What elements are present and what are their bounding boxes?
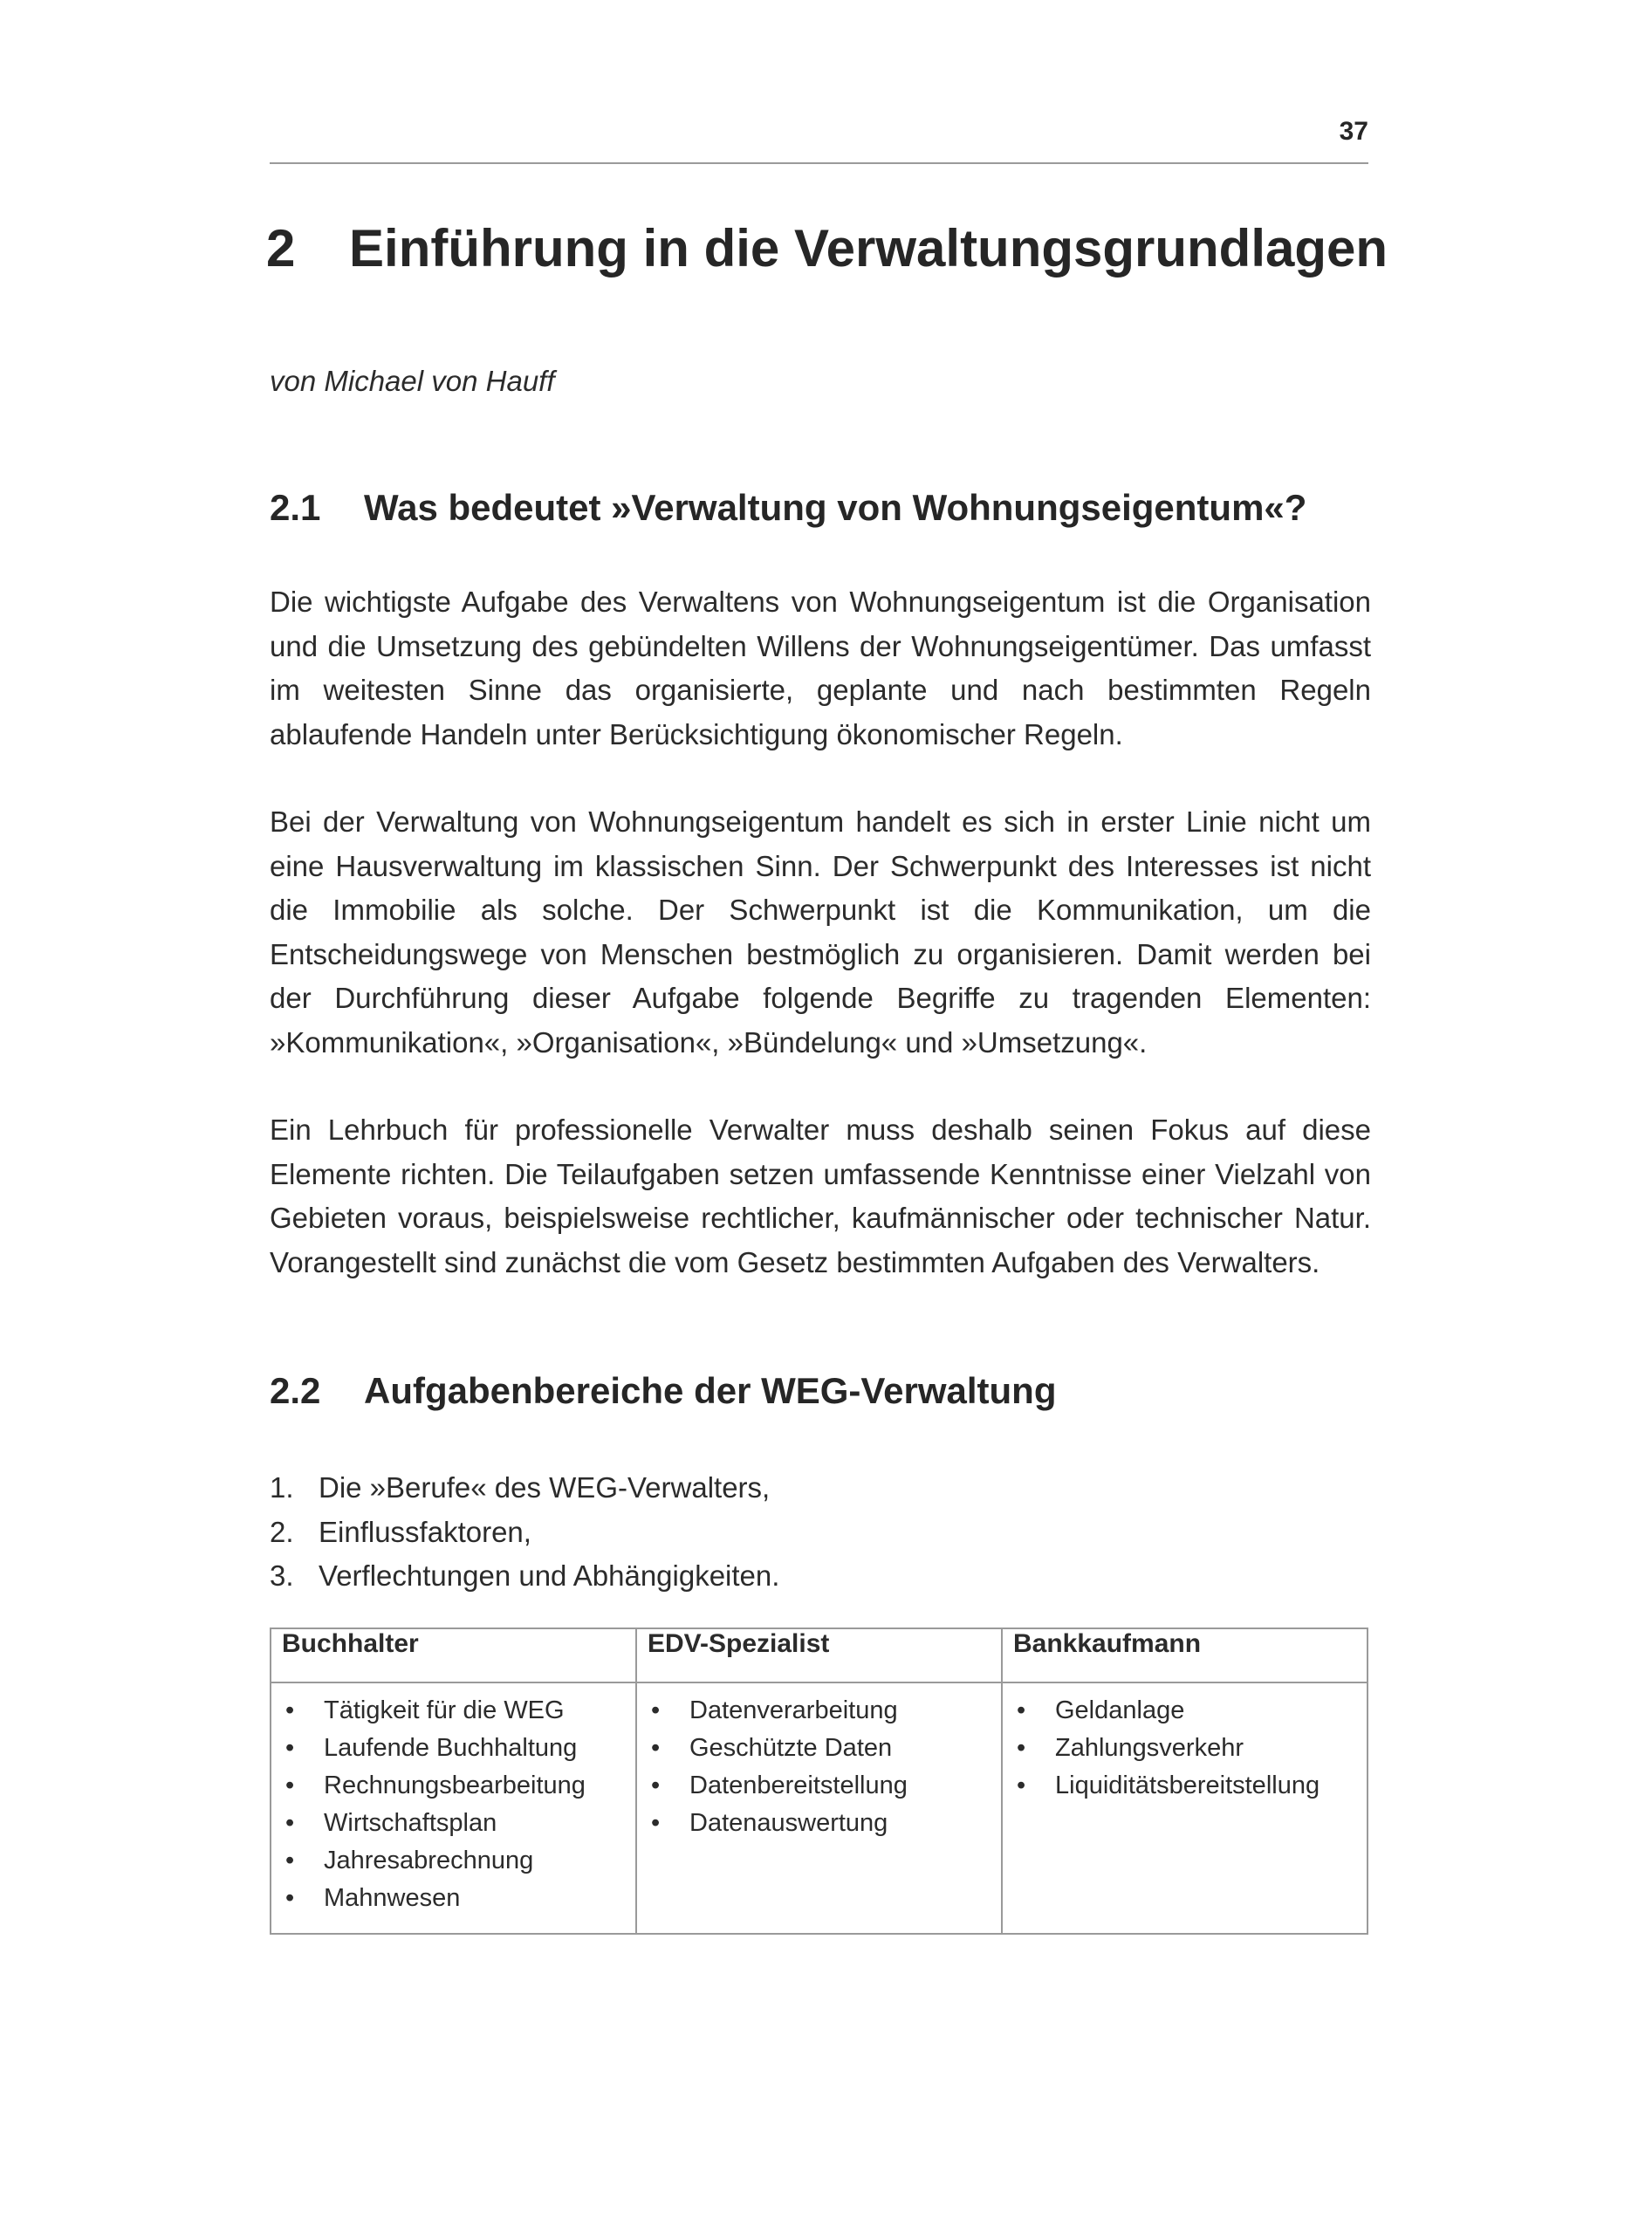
list-item xyxy=(282,1730,625,1767)
list-item xyxy=(648,1767,991,1805)
chapter-author: von Michael von Hauff xyxy=(270,365,555,397)
section-title: Aufgabenbereiche der WEG-Verwaltung xyxy=(364,1370,1057,1411)
list-item xyxy=(648,1730,991,1767)
header-rule xyxy=(270,162,1368,164)
bullet-icon: • xyxy=(285,1734,295,1762)
list-item-text: Verflechtungen und Abhängigkeiten. xyxy=(319,1559,780,1592)
bullet-icon: • xyxy=(285,1771,295,1799)
bullet-list xyxy=(648,1692,991,1842)
list-marker: 3. xyxy=(270,1559,294,1592)
section-title: Was bedeutet »Verwaltung von Wohnungseigentum«? xyxy=(364,487,1307,528)
column-header: Bankkaufmann xyxy=(1002,1628,1368,1682)
list-item-text: Geldanlage xyxy=(1055,1696,1185,1724)
list-item-text: Datenverarbeitung xyxy=(689,1696,898,1724)
column-header: EDV-Spezialist xyxy=(636,1628,1002,1682)
list-item xyxy=(282,1842,625,1880)
list-item-text: Laufende Buchhaltung xyxy=(324,1734,578,1762)
bullet-icon: • xyxy=(1017,1696,1026,1724)
table-header-row xyxy=(271,1628,1368,1682)
bullet-icon: • xyxy=(651,1696,661,1724)
table-row xyxy=(271,1682,1368,1934)
list-item xyxy=(1013,1730,1356,1767)
table-cell xyxy=(1002,1682,1368,1934)
list-item xyxy=(648,1692,991,1730)
list-item xyxy=(1013,1767,1356,1805)
bullet-icon: • xyxy=(1017,1771,1026,1799)
list-item-text: Geschützte Daten xyxy=(689,1734,893,1762)
bullet-icon: • xyxy=(285,1809,295,1837)
bullet-icon: • xyxy=(1017,1734,1026,1762)
body-paragraph: Ein Lehrbuch für professionelle Verwalter muss deshalb seinen Fokus auf diese Elemente richten. Die Teilaufgaben setzen umfassende Kenntnisse einer Vielzahl von Gebieten voraus, beispielsweise rechtlicher, kaufmännischer oder technischer Natur. Vorangestellt sind zunächst die vom Gesetz bestimmten Aufgaben des Verwalters. xyxy=(270,1114,1371,1278)
list-item xyxy=(282,1805,625,1842)
list-item-text: Zahlungsverkehr xyxy=(1055,1734,1244,1762)
body-paragraph: Bei der Verwaltung von Wohnungseigentum handelt es sich in erster Linie nicht um eine Hausverwaltung im klassischen Sinn. Der Schwerpunkt des Interesses ist nicht die Immobilie als solche. Der Schwerpunkt ist die Kommunikation, um die Entscheidungswege von Menschen bestmöglich zu organisieren. Damit werden bei der Durchführung dieser Aufgabe folgende Begriffe zu tragenden Elementen: »Kommunikation«, »Organisation«, »Bündelung« und »Umsetzung«. xyxy=(270,805,1371,1059)
section-number: 2.2 xyxy=(270,1370,321,1411)
list-item-text: Rechnungsbearbeitung xyxy=(324,1771,586,1799)
numbered-list xyxy=(270,1466,779,1599)
bullet-icon: • xyxy=(651,1771,661,1799)
list-item xyxy=(648,1805,991,1842)
bullet-list xyxy=(1013,1692,1356,1805)
list-item xyxy=(282,1880,625,1917)
bullet-icon: • xyxy=(285,1847,295,1874)
bullet-icon: • xyxy=(651,1809,661,1837)
list-item-text: Datenauswertung xyxy=(689,1809,888,1837)
bullet-icon: • xyxy=(285,1884,295,1912)
body-paragraph: Die wichtigste Aufgabe des Verwaltens von Wohnungseigentum ist die Organisation und die Umsetzung des gebündelten Willens der Wohnungseigentümer. Das umfasst im weitesten Sinne das organisierte, geplante und nach bestimmten Regeln ablaufende Handeln unter Berücksichtigung ökonomischer Regeln. xyxy=(270,586,1371,750)
list-item-text: Einflussfaktoren, xyxy=(319,1515,531,1548)
bullet-icon: • xyxy=(651,1734,661,1762)
list-item-text: Wirtschaftsplan xyxy=(324,1809,497,1837)
list-item-text: Tätigkeit für die WEG xyxy=(324,1696,565,1724)
list-item-text: Liquiditätsbereitstellung xyxy=(1055,1771,1320,1799)
list-item xyxy=(270,1511,779,1555)
list-item-text: Datenbereitstellung xyxy=(689,1771,908,1799)
section-number: 2.1 xyxy=(270,487,321,528)
chapter-number: 2 xyxy=(266,219,296,278)
table-cell xyxy=(271,1682,636,1934)
list-item-text: Mahnwesen xyxy=(324,1884,461,1912)
page-number: 37 xyxy=(1339,117,1368,146)
list-item xyxy=(282,1692,625,1730)
bullet-icon: • xyxy=(285,1696,295,1724)
column-header: Buchhalter xyxy=(271,1628,636,1682)
list-item xyxy=(1013,1692,1356,1730)
list-marker: 1. xyxy=(270,1471,294,1504)
roles-table xyxy=(270,1628,1368,1935)
list-item xyxy=(270,1466,779,1511)
chapter-title: Einführung in die Verwaltungsgrundlagen xyxy=(349,219,1388,278)
list-item-text: Jahresabrechnung xyxy=(324,1847,534,1874)
section-heading-2-2 xyxy=(270,1370,1378,1412)
list-item xyxy=(282,1767,625,1805)
table-cell xyxy=(636,1682,1002,1934)
chapter-heading xyxy=(266,218,1388,278)
list-marker: 2. xyxy=(270,1515,294,1548)
list-item-text: Die »Berufe« des WEG-Verwalters, xyxy=(319,1471,771,1504)
list-item xyxy=(270,1554,779,1599)
bullet-list xyxy=(282,1692,625,1917)
section-heading-2-1 xyxy=(270,487,1378,529)
